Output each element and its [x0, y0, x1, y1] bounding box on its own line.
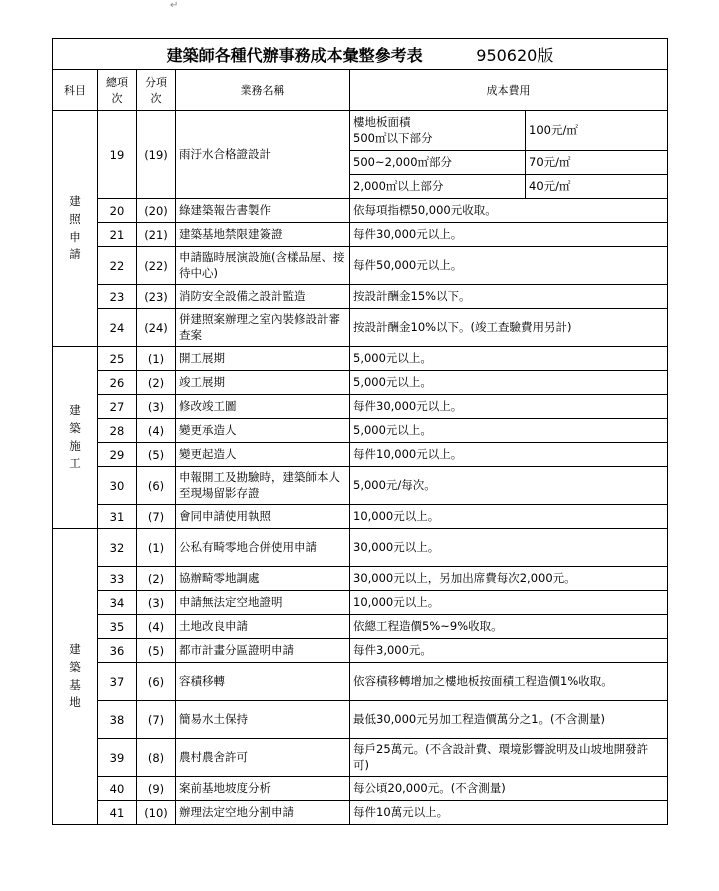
cost-value: 每件10萬元以上。	[350, 801, 668, 825]
total-number: 35	[98, 615, 137, 639]
total-number: 30	[98, 467, 137, 505]
cost-value: 5,000元/每次。	[350, 467, 668, 505]
cost-value: 每件10,000元以上。	[350, 443, 668, 467]
cost-value: 30,000元以上，另加出席費每次2,000元。	[350, 567, 668, 591]
category-char: 築	[69, 659, 81, 674]
table-row	[53, 347, 668, 371]
table-row	[53, 419, 668, 443]
category-char: 工	[69, 456, 81, 471]
cost-value: 5,000元以上。	[350, 371, 668, 395]
cost-tier-rate: 100元/㎡	[526, 111, 668, 151]
category-char: 建	[69, 402, 81, 417]
business-name: 申報開工及勘驗時，建築師本人至現場留影存證	[176, 467, 350, 505]
business-name: 都市計畫分區證明申請	[176, 639, 350, 663]
business-name: 協辦畸零地調處	[176, 567, 350, 591]
business-name: 變更承造人	[176, 419, 350, 443]
table-row	[53, 529, 668, 567]
table-row	[53, 309, 668, 347]
cost-value: 每戶25萬元。(不含設計費、環境影響說明及山坡地開發許可)	[350, 739, 668, 777]
sub-number: (1)	[137, 529, 176, 567]
table-row	[53, 247, 668, 285]
header-business-name: 業務名稱	[176, 70, 350, 111]
sub-number: (3)	[137, 395, 176, 419]
table-row	[53, 663, 668, 701]
category-char: 施	[69, 438, 81, 453]
table-row	[53, 777, 668, 801]
business-name: 開工展期	[176, 347, 350, 371]
total-number: 36	[98, 639, 137, 663]
sub-number: (24)	[137, 309, 176, 347]
business-name: 綠建築報告書製作	[176, 199, 350, 223]
category-char: 申	[69, 229, 81, 244]
total-number: 40	[98, 777, 137, 801]
table-row	[53, 223, 668, 247]
table-row	[53, 801, 668, 825]
business-name: 建築基地禁限建簽證	[176, 223, 350, 247]
business-name: 容積移轉	[176, 663, 350, 701]
total-number: 31	[98, 505, 137, 529]
cost-value: 每公頃20,000元。(不含測量)	[350, 777, 668, 801]
cost-tier-rate: 40元/㎡	[526, 175, 668, 199]
sub-number: (22)	[137, 247, 176, 285]
business-name: 申請臨時展演設施(含樣品屋、接待中心)	[176, 247, 350, 285]
category-cell	[53, 529, 98, 825]
sub-number: (7)	[137, 701, 176, 739]
table-row	[53, 567, 668, 591]
cost-tier-label: 500~2,000㎡部分	[350, 151, 526, 175]
sub-number: (3)	[137, 591, 176, 615]
table-row	[53, 639, 668, 663]
sub-number: (1)	[137, 347, 176, 371]
cost-value: 每件30,000元以上。	[350, 395, 668, 419]
sub-number: (4)	[137, 419, 176, 443]
table-row	[53, 701, 668, 739]
business-name: 修改竣工圖	[176, 395, 350, 419]
cost-value: 依容積移轉增加之樓地板按面積工程造價1%收取。	[350, 663, 668, 701]
sub-number: (4)	[137, 615, 176, 639]
total-number: 32	[98, 529, 137, 567]
category-char: 築	[69, 420, 81, 435]
total-number: 39	[98, 739, 137, 777]
sub-number: (5)	[137, 639, 176, 663]
total-number: 26	[98, 371, 137, 395]
sub-number: (6)	[137, 467, 176, 505]
total-number: 27	[98, 395, 137, 419]
business-name: 變更起造人	[176, 443, 350, 467]
table-row	[53, 739, 668, 777]
business-name: 雨汙水合格證設計	[176, 111, 350, 199]
total-number: 37	[98, 663, 137, 701]
business-name: 竣工展期	[176, 371, 350, 395]
total-number: 33	[98, 567, 137, 591]
cost-value: 按設計酬金10%以下。(竣工查驗費用另計)	[350, 309, 668, 347]
total-number: 24	[98, 309, 137, 347]
sub-number: (2)	[137, 567, 176, 591]
table-row	[53, 199, 668, 223]
total-number: 41	[98, 801, 137, 825]
business-name: 土地改良申請	[176, 615, 350, 639]
table-row	[53, 111, 668, 151]
cost-reference-table	[52, 38, 668, 825]
sub-number: (20)	[137, 199, 176, 223]
cost-value: 每件50,000元以上。	[350, 247, 668, 285]
sub-number: (9)	[137, 777, 176, 801]
cost-value: 依每項指標50,000元收取。	[350, 199, 668, 223]
category-char: 照	[69, 211, 81, 226]
cost-value: 每件30,000元以上。	[350, 223, 668, 247]
total-number: 22	[98, 247, 137, 285]
header-sub-number: 分項次	[137, 70, 176, 111]
category-char: 基	[69, 677, 81, 692]
total-number: 20	[98, 199, 137, 223]
sub-number: (2)	[137, 371, 176, 395]
cost-value: 最低30,000元另加工程造價萬分之1。(不含測量)	[350, 701, 668, 739]
cost-value: 10,000元以上。	[350, 591, 668, 615]
sub-number: (23)	[137, 285, 176, 309]
table-row	[53, 505, 668, 529]
category-char: 建	[69, 641, 81, 656]
cost-value: 30,000元以上。	[350, 529, 668, 567]
sub-number: (21)	[137, 223, 176, 247]
cost-value: 按設計酬金15%以下。	[350, 285, 668, 309]
total-number: 29	[98, 443, 137, 467]
cost-value: 10,000元以上。	[350, 505, 668, 529]
total-number: 34	[98, 591, 137, 615]
category-char: 請	[69, 247, 81, 262]
total-number: 28	[98, 419, 137, 443]
sub-number: (6)	[137, 663, 176, 701]
business-name: 公私有畸零地合併使用申請	[176, 529, 350, 567]
total-number: 19	[98, 111, 137, 199]
business-name: 農村農舍許可	[176, 739, 350, 777]
total-number: 38	[98, 701, 137, 739]
version-label: 950620版	[476, 45, 554, 65]
sub-number: (7)	[137, 505, 176, 529]
table-row	[53, 443, 668, 467]
table-row	[53, 591, 668, 615]
header-total-number: 總項次	[98, 70, 137, 111]
table-title-cell	[53, 39, 668, 70]
sub-number: (8)	[137, 739, 176, 777]
total-number: 23	[98, 285, 137, 309]
table-title: 建築師各種代辦事務成本彙整參考表	[166, 45, 423, 65]
sub-number: (19)	[137, 111, 176, 199]
business-name: 辦理法定空地分割申請	[176, 801, 350, 825]
business-name: 消防安全設備之設計監造	[176, 285, 350, 309]
table-row	[53, 395, 668, 419]
cost-value: 依總工程造價5%~9%收取。	[350, 615, 668, 639]
business-name: 申請無法定空地證明	[176, 591, 350, 615]
business-name: 簡易水土保持	[176, 701, 350, 739]
paragraph-mark: ↵	[170, 0, 179, 11]
header-subject: 科目	[53, 70, 98, 111]
header-cost: 成本費用	[350, 70, 668, 111]
cost-tier-label: 樓地板面積 500㎡以下部分	[350, 111, 526, 151]
table-row	[53, 615, 668, 639]
total-number: 21	[98, 223, 137, 247]
cost-tier-label: 2,000㎡以上部分	[350, 175, 526, 199]
sub-number: (5)	[137, 443, 176, 467]
total-number: 25	[98, 347, 137, 371]
cost-value: 5,000元以上。	[350, 347, 668, 371]
table-row	[53, 467, 668, 505]
business-name: 案前基地坡度分析	[176, 777, 350, 801]
table-row	[53, 371, 668, 395]
business-name: 會同申請使用執照	[176, 505, 350, 529]
business-name: 併建照案辦理之室內裝修設計審查案	[176, 309, 350, 347]
category-char: 地	[69, 695, 81, 710]
cost-tier-rate: 70元/㎡	[526, 151, 668, 175]
sub-number: (10)	[137, 801, 176, 825]
cost-value: 5,000元以上。	[350, 419, 668, 443]
category-char: 建	[69, 193, 81, 208]
cost-value: 每件3,000元。	[350, 639, 668, 663]
category-cell	[53, 347, 98, 529]
category-cell	[53, 111, 98, 347]
table-row	[53, 285, 668, 309]
